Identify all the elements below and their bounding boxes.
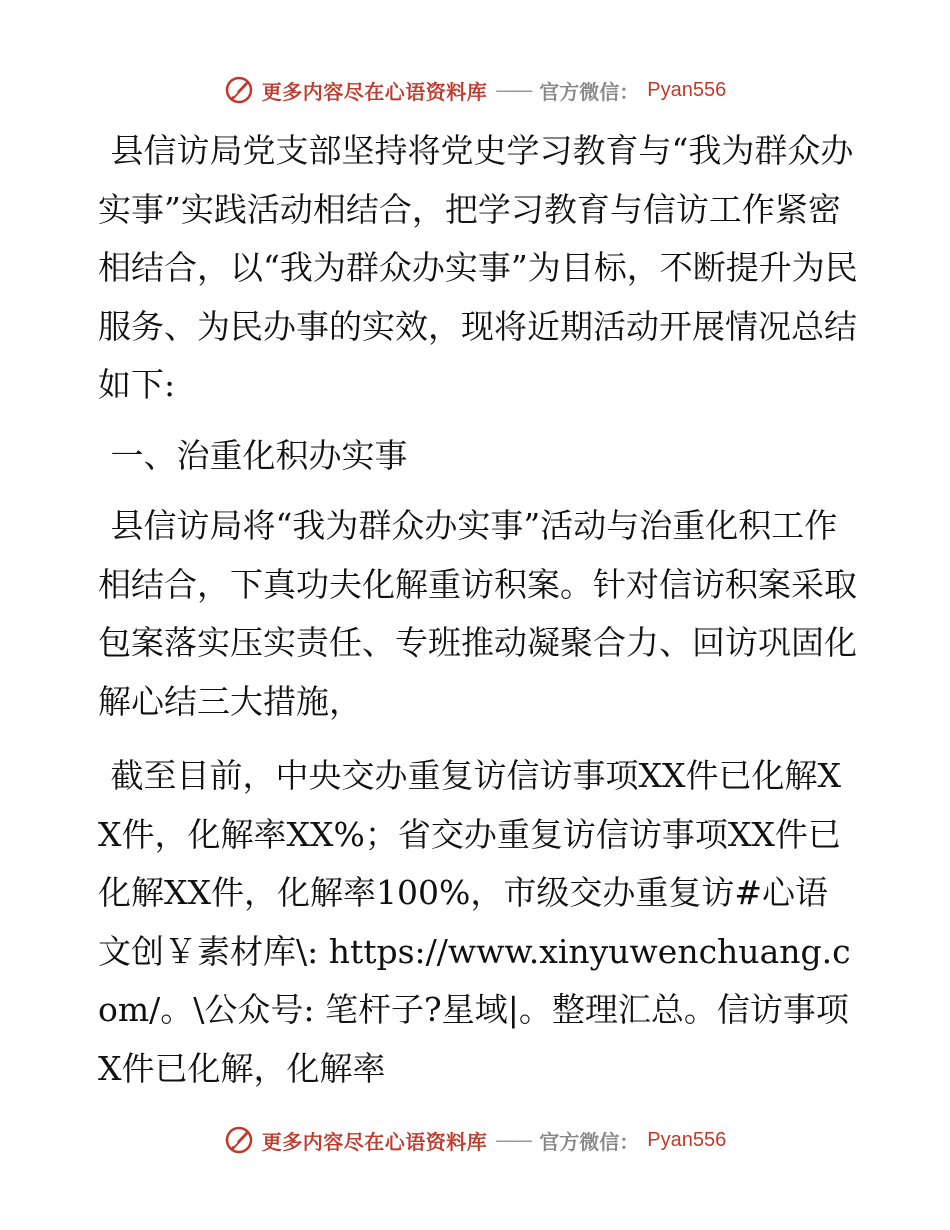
header-dash: —— — [495, 78, 532, 102]
document-body — [98, 122, 858, 1098]
section-paragraph-2: 截至目前，中央交办重复访信访事项XX件已化解XX件，化解率XX%；省交办重复访信访事项XX件已化解XX件，化解率100%，市级交办重复访#心语文创￥素材库\: https://www.xinyuwenchuang.com/。\公众号: 笔杆子?星域|。整理汇总。信访事项X件已化解，化解率 — [98, 756, 851, 1088]
footer-wechat-label: 官方微信： — [539, 1129, 640, 1154]
section-heading-1: 一、治重化积办实事 — [110, 435, 408, 475]
footer-banner — [0, 1122, 950, 1158]
footer-site-text: 更多内容尽在心语资料库 — [261, 1129, 488, 1154]
header-site-text: 更多内容尽在心语资料库 — [261, 79, 488, 104]
header-banner — [0, 72, 950, 108]
header-wechat-id: Pyan556 — [647, 78, 727, 101]
feather-logo-icon — [224, 75, 254, 105]
intro-paragraph: 县信访局党支部坚持将党史学习教育与“我为群众办实事”实践活动相结合，把学习教育与信访工作紧密相结合，以“我为群众办实事”为目标，不断提升为民服务、为民办事的实效，现将近期活动开展情况总结如下: — [98, 131, 858, 404]
header-wechat-label: 官方微信： — [539, 79, 640, 104]
feather-logo-icon — [224, 1125, 254, 1155]
footer-wechat-id: Pyan556 — [647, 1128, 727, 1151]
section-paragraph-1: 县信访局将“我为群众办实事”活动与治重化积工作相结合，下真功夫化解重访积案。针对信访积案采取包案落实压实责任、专班推动凝聚合力、回访巩固化解心结三大措施， — [98, 506, 857, 721]
footer-dash: —— — [495, 1128, 532, 1152]
